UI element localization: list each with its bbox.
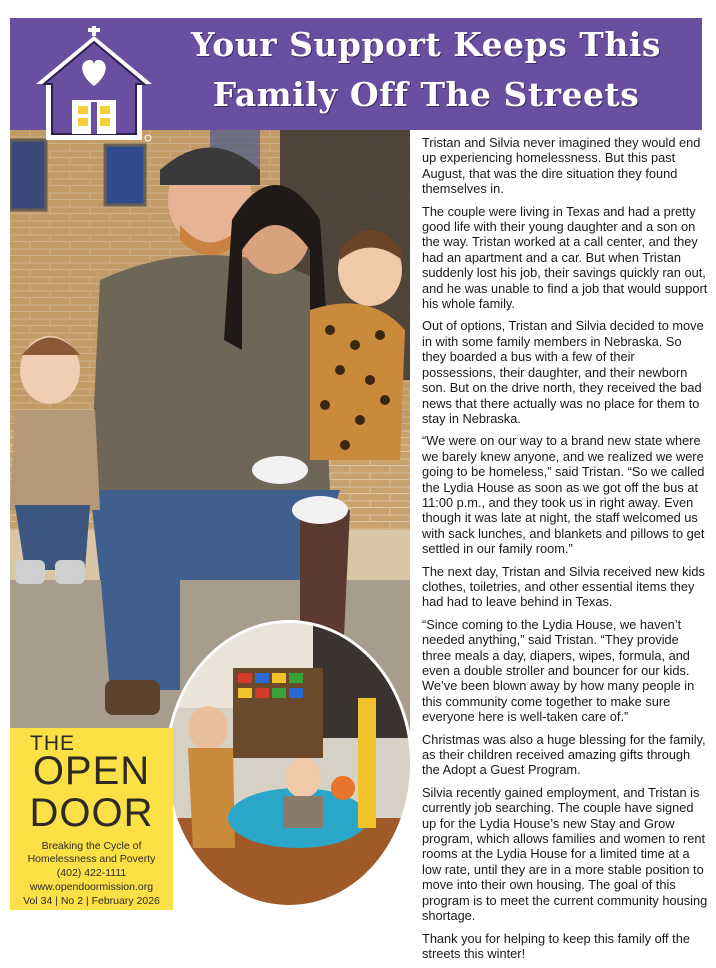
article-paragraph: “Since coming to the Lydia House, we haven’t needed anything,” said Tristan. “They provide three meals a day, diapers, wipes, formula, and even a double stroller and bouncer for our kids. We’ve been blown away by how many people in this community come together to make sure everyone here is well-taken care of.”	[422, 616, 695, 725]
article-paragraph: Thank you for helping to keep this family off the streets this winter!	[422, 930, 690, 961]
headline	[150, 20, 702, 120]
masthead-open: OPEN	[32, 749, 151, 793]
masthead-phone: (402) 422-1111	[56, 867, 127, 879]
article-paragraph: The next day, Tristan and Silvia received new kids clothes, toiletries, and other essential items they had had to leave behind in Texas.	[422, 563, 705, 610]
masthead-the: THE	[30, 732, 75, 755]
house-heart-logo	[20, 22, 162, 144]
article-paragraph: “We were on our way to a brand new state where we barely knew anyone, and we realized we were going to be homeless,” said Tristan. “So we called the Lydia House as soon as we got off the bus at 11:00 p.m., and they took us in right away. Even though it was late at night, the staff welcomed us with sack lunches, and blankets and pillows to get settled in our family room.”	[422, 433, 705, 557]
masthead-issue: Vol 34 | No 2 | February 2026	[23, 895, 160, 907]
article-paragraph: Silvia recently gained employment, and Tristan is currently job searching. The couple have signed up for the Lydia House’s new Stay and Grow program, which allows families and women to rent rooms at the Lydia House for a limited time at a low rate, until they are in a more stable position to move into their own housing. The goal of this program is to meet the current community housing shortage.	[422, 784, 708, 924]
children-play-photo	[163, 618, 415, 910]
headline-line-2: Family Off The Streets	[212, 75, 640, 114]
article-paragraph: Christmas was also a huge blessing for the family, as their children received amazing gifts through the Adopt a Guest Program.	[422, 731, 706, 778]
article-paragraph: Out of options, Tristan and Silvia decided to move in with some family members in Nebraska. So they boarded a bus with a few of their possessions, their daughter, and their newborn son. But on the drive north, they received the bad news that there actually was no place for them to stay in Nebraska.	[422, 318, 704, 426]
masthead-website: www.opendoormission.org	[29, 881, 154, 893]
masthead	[10, 728, 173, 910]
article-paragraph: The couple were living in Texas and had a pretty good life with their young daughter and a son on the way. Tristan worked at a call center, and they had an apartment and a car. But when Tristan suddenly lost his job, their savings quickly ran out, and he was unable to find a job that would support his whole family.	[422, 203, 708, 312]
article-body	[422, 135, 708, 968]
article-paragraph: Tristan and Silvia never imagined they would end up experiencing homelessness. But this past August, that was the dire situation they found themselves in.	[422, 135, 701, 197]
masthead-tagline: Breaking the Cycle of Homelessness and Poverty	[27, 840, 156, 865]
masthead-door: DOOR	[29, 791, 154, 835]
headline-line-1: Your Support Keeps This	[191, 25, 661, 64]
